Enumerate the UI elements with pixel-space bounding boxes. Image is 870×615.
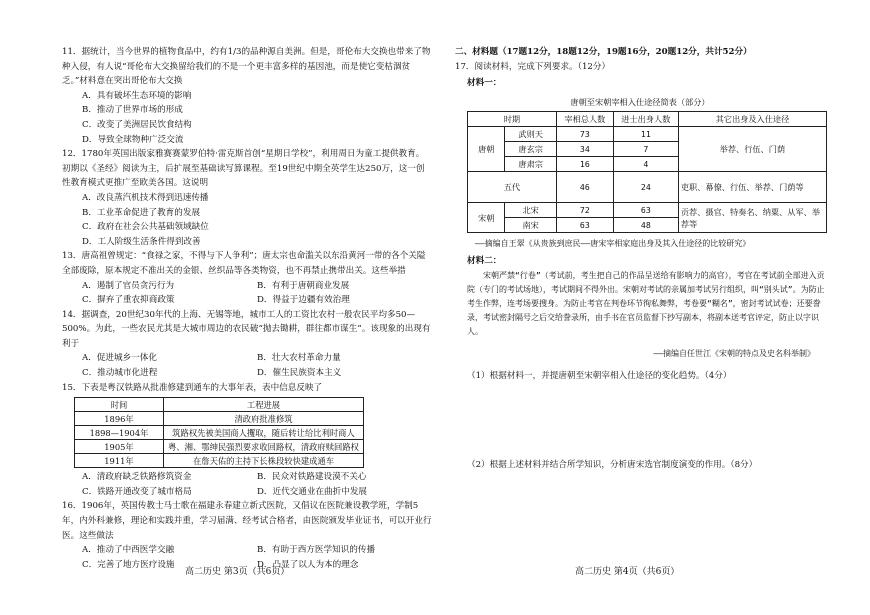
cell-reign: 武则天 xyxy=(505,127,556,142)
q13-options-row2 xyxy=(82,293,432,308)
q14-options-row2 xyxy=(82,366,432,381)
cell-total: 63 xyxy=(556,218,613,233)
q14-option-b: B．壮大农村革命力量 xyxy=(257,353,341,364)
header-time: 时间 xyxy=(75,398,164,412)
cell-progress: 筑路权先被美国商人攫取，随后转让给比利时商人 xyxy=(164,426,364,440)
material-1-source: ——摘编自王翠《从贵族到庶民——唐宋宰相家庭出身及其入仕途径的比较研究》 xyxy=(475,239,751,249)
table-row xyxy=(75,440,364,454)
q16-options-row1 xyxy=(82,543,432,558)
q11-option-a: A．具有破坏生态环境的影响 xyxy=(82,90,192,101)
cell-total: 16 xyxy=(556,157,613,172)
q15-option-a: A．清政府缺乏铁路修筑资金 xyxy=(82,472,192,483)
material-2-text: 宋朝严禁“行卷”（考试前，考生把自己的作品呈送给有影响力的高官），考官在考试前全部进入贡院（专门的考试场地），考试期间不得外出。宋朝对考试的亲属加考试另行组织，叫“别头试”。为防止考生作弊，连考场要搜身。为防止考官在判卷环节徇私舞弊，考卷要“糊名”，密封考试试卷；还要誊录，考试密封隔号之后交给誊录所，由手书在官员监督下抄写副本，将副本送考官评定，防止以字识人。 xyxy=(467,270,825,336)
cell-total: 73 xyxy=(556,127,613,142)
q15-options-row1 xyxy=(82,470,432,485)
q14-option-d: D．催生民族资本主义 xyxy=(257,368,342,379)
subquestion-1: （1）根据材料一，并提唐朝至宋朝宰相入仕途径的变化趋势。（4分） xyxy=(467,371,732,382)
q13-option-d: D．得益于边疆有效治理 xyxy=(257,295,350,306)
q12-option-b: B．工业革命促进了教育的发展 xyxy=(82,207,201,218)
cell-year: 1905年 xyxy=(75,440,164,454)
q11-option-c: C．改变了美洲居民饮食结构 xyxy=(82,119,192,130)
header-jinshi: 进士出身人数 xyxy=(613,112,678,127)
answer-space-1 xyxy=(455,384,825,456)
q15-option-b: B．民众对铁路建设漠不关心 xyxy=(257,472,367,483)
q12-option-d: D．工人阶级生活条件得到改善 xyxy=(82,236,201,247)
question-11-stem: 11．据统计，当今世界的植物食品中，约有1/3的品种源自美洲。但是，哥伦布大交换也带来了物种入侵，有人说“哥伦布大交换留给我们的不是一个更丰富多样的基因池，而是使它变枯涸贫乏。”材料意在突出哥伦布大交换 xyxy=(62,47,431,87)
cell-dynasty-song: 宋朝 xyxy=(468,203,505,233)
cell-progress: 在詹天佑的主持下长株段较快建成通车 xyxy=(164,454,364,468)
left-page-footer: 高二历史 第3页（共6页） xyxy=(185,567,290,577)
q11-option-b: B．推动了世界市场的形成 xyxy=(82,105,183,116)
cell-other-five: 吏职、幕僚、行伍、举荐、门荫等 xyxy=(678,172,826,203)
header-period: 时期 xyxy=(468,112,557,127)
question-15-stem: 15．下表是粤汉铁路从批准修建到通车的大事年表，表中信息反映了 xyxy=(62,382,323,393)
header-progress: 工程进展 xyxy=(164,398,364,412)
table-row xyxy=(468,172,827,203)
railway-timeline-table xyxy=(74,397,364,468)
cell-year: 1898—1904年 xyxy=(75,426,164,440)
cell-reign: 北宋 xyxy=(505,203,556,218)
cell-jinshi: 24 xyxy=(613,172,678,203)
cell-reign: 唐玄宗 xyxy=(505,142,556,157)
table-header-row xyxy=(468,112,827,127)
cell-dynasty-tang: 唐朝 xyxy=(468,127,505,172)
cell-jinshi: 4 xyxy=(613,157,678,172)
cell-other-song: 贡荐、摄官、特奏名、纳粟、从军、举荐等 xyxy=(678,203,826,233)
q15-option-c: C．铁路开通改变了城市格局 xyxy=(82,486,192,497)
q12-option-c: C．政府在社会公共基础领域缺位 xyxy=(82,222,209,233)
q14-option-c: C．推动城市化进程 xyxy=(82,368,158,379)
q13-options-row1 xyxy=(82,279,432,294)
question-12-stem: 12．1780年英国出版家雅赛赛蒙罗伯特·雷克斯首创“星期日学校”，利用周日为童工提供教育。初期以《圣经》阅读为主，后扩展至基础读写算课程。至19世纪中期全英学生达250万，这一创性教育模式更推广至欧美各国。这说明 xyxy=(62,149,425,189)
table-header-row xyxy=(75,398,364,412)
section-heading: 二、材料题（17题12分，18题12分，19题16分，20题12分，共计52分） xyxy=(455,47,752,57)
cell-year: 1896年 xyxy=(75,412,164,426)
material-2-label: 材料二： xyxy=(467,255,502,266)
cell-dynasty-five: 五代 xyxy=(468,172,557,203)
table-row xyxy=(468,203,827,218)
q12-option-a: A．改良蒸汽机技术得到迅速传播 xyxy=(82,192,209,203)
cell-year: 1911年 xyxy=(75,454,164,468)
q15-option-d: D．近代交通业在曲折中发展 xyxy=(257,486,368,497)
question-13-stem: 13．唐高祖曾规定：“食禄之家，不得与下人争利”；唐太宗也命滥关以东沿黄河一带的各个关隘全部废除，原本规定不准出关的金银、丝织品等各类物资，也不再禁止携带出关。这些举措 xyxy=(62,251,426,276)
q15-options-row2 xyxy=(82,485,432,500)
prime-minister-table xyxy=(467,111,827,233)
question-16-stem: 16．1906年，英国传教士马士歌在福建永春建立新式医院，又倡议在医院兼设教学班，学制5年，内外科兼修，理论和实践并重，学习届满、经考试合格者，由医院颁发毕业证书，可以开业行医。这些做法 xyxy=(62,501,432,541)
subquestion-2: （2）根据上述材料并结合所学知识，分析唐宋选官制度演变的作用。（8分） xyxy=(467,459,758,470)
q16-option-c: C．完善了地方医疗设施 xyxy=(82,559,175,570)
table-row xyxy=(468,127,827,142)
cell-jinshi: 63 xyxy=(613,203,678,218)
question-17-stem: 17．阅读材料，完成下列要求。（12分） xyxy=(455,61,611,72)
header-total: 宰相总人数 xyxy=(556,112,613,127)
q16-option-b: B．有助于西方医学知识的传播 xyxy=(257,545,376,556)
q16-option-a: A．推动了中西医学交融 xyxy=(82,545,175,556)
cell-other-tang: 举荐、行伍、门荫 xyxy=(678,127,826,172)
table-caption: 唐朝至宋朝宰相入仕途径简表（部分） xyxy=(570,96,710,107)
right-page xyxy=(455,45,825,472)
table-row xyxy=(75,454,364,468)
left-page xyxy=(62,45,432,572)
q14-option-a: A．促进城乡一体化 xyxy=(82,353,157,364)
table-row xyxy=(75,412,364,426)
header-other: 其它出身及入仕途径 xyxy=(678,112,826,127)
cell-progress: 粤、湘、鄂绅民强烈要求收回路权，清政府赎回路权 xyxy=(164,440,364,454)
q16-option-d: D．凸显了以人为本的理念 xyxy=(257,559,359,570)
q13-option-a: A．遏制了官员贪污行为 xyxy=(82,280,175,291)
material-2-source: ——摘编自任世江《宋朝的特点及史名科举制》 xyxy=(653,348,815,358)
question-14-stem: 14．据调查，20世纪30年代的上海、无锡等地，城市工人的工资比农村一般农民平均多50—500%。为此，一些农民尤其是大城市周边的农民破“抛去锄耕，群往都市谋生”。该现象的出现有利于 xyxy=(62,309,431,349)
cell-reign: 唐肃宗 xyxy=(505,157,556,172)
right-page-footer: 高二历史 第4页（共6页） xyxy=(575,567,680,577)
q14-options-row1 xyxy=(82,351,432,366)
q13-option-b: B．有利于唐朝商业发展 xyxy=(257,280,350,291)
cell-jinshi: 48 xyxy=(613,218,678,233)
cell-jinshi: 7 xyxy=(613,142,678,157)
table-row xyxy=(75,426,364,440)
cell-total: 34 xyxy=(556,142,613,157)
cell-progress: 清政府批准修筑 xyxy=(164,412,364,426)
cell-total: 72 xyxy=(556,203,613,218)
q11-option-d: D．导致全球物种广泛交流 xyxy=(82,134,184,145)
cell-jinshi: 11 xyxy=(613,127,678,142)
material-1-label: 材料一： xyxy=(467,78,502,89)
cell-total: 46 xyxy=(556,172,613,203)
q13-option-c: C．摒弃了重农抑商政策 xyxy=(82,295,175,306)
cell-reign: 南宋 xyxy=(505,218,556,233)
